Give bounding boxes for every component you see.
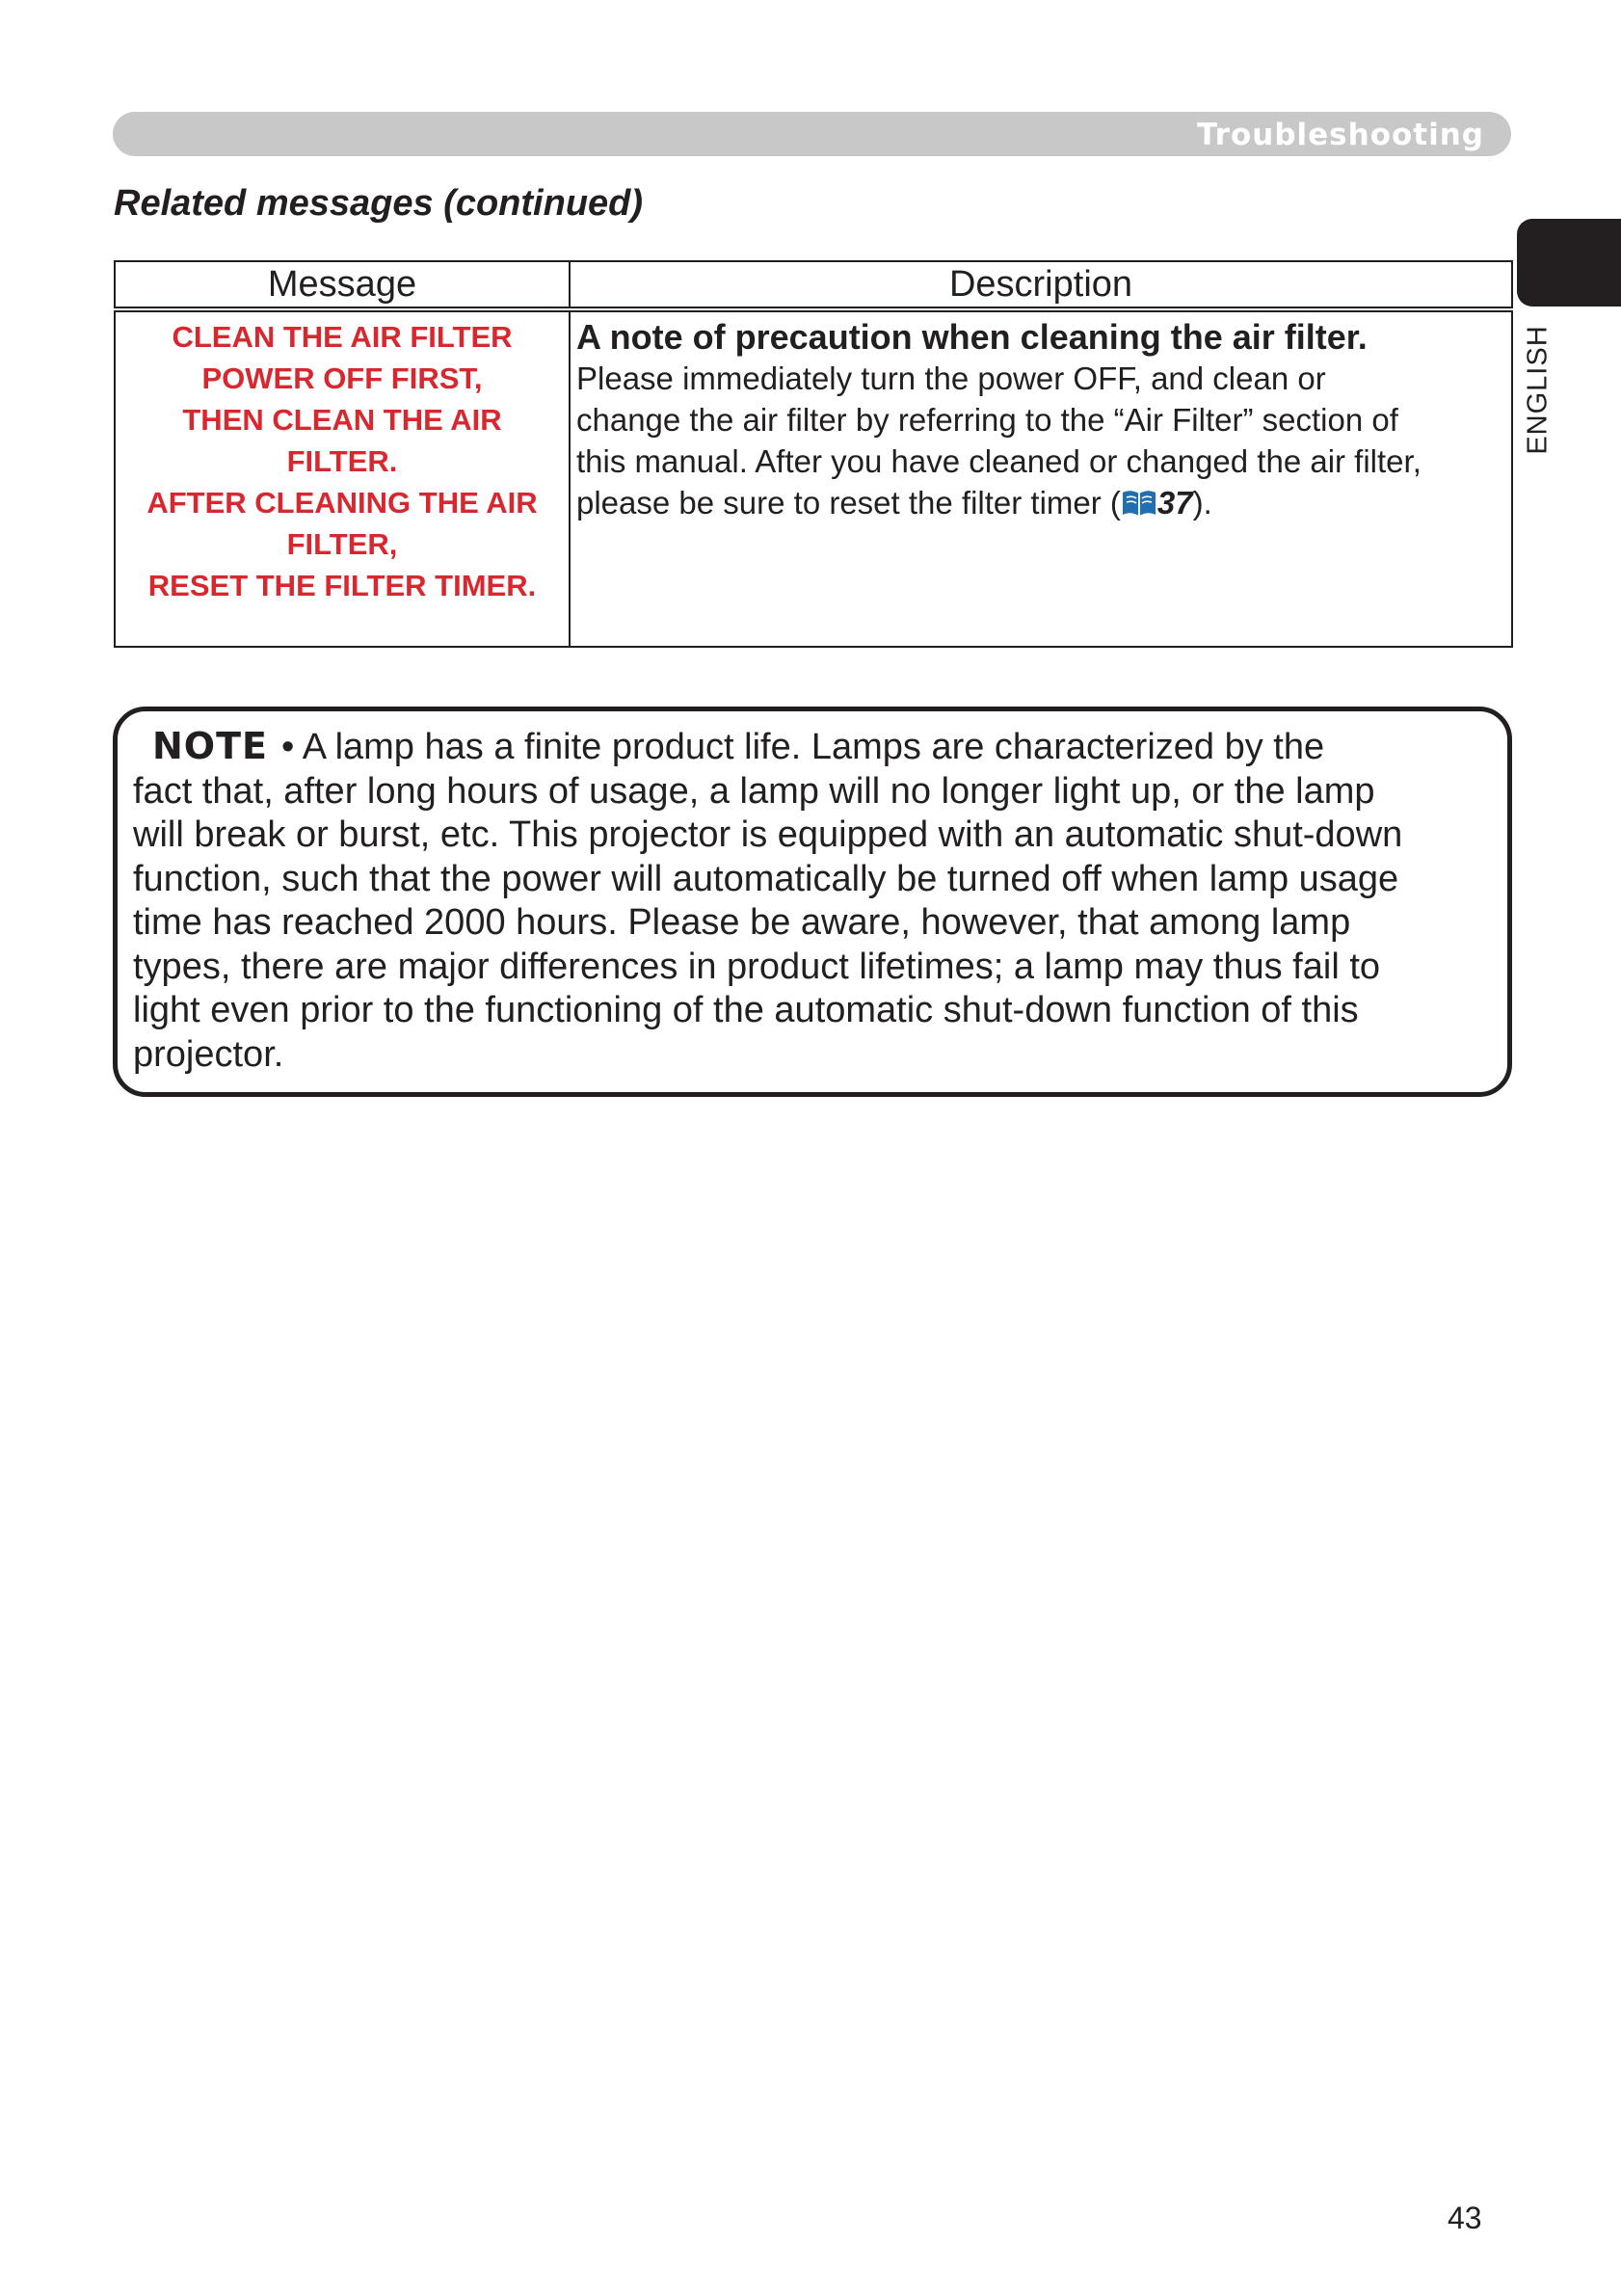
language-label: ENGLISH [1522, 324, 1554, 455]
description-line-last [576, 482, 1503, 523]
note-line: function, such that the power will automatically be turned off when lamp usage [133, 858, 1399, 899]
column-header-description: Description [570, 261, 1512, 309]
note-first-line [133, 725, 1478, 770]
message-line: AFTER CLEANING THE AIR [146, 486, 538, 520]
message-line: THEN CLEAN THE AIR [182, 403, 502, 437]
description-heading: A note of precaution when cleaning the air filter. [576, 317, 1368, 357]
message-line: RESET THE FILTER TIMER. [147, 569, 537, 602]
message-cell [115, 309, 570, 647]
note-box [113, 707, 1512, 1097]
note-line: will break or burst, etc. This projector is equipped with an automatic shut-down [133, 814, 1403, 855]
language-label-container [1519, 322, 1557, 457]
messages-table [114, 260, 1513, 648]
description-text: ). [1192, 485, 1212, 521]
note-line: fact that, after long hours of usage, a lamp will no longer light up, or the lamp [133, 770, 1375, 812]
note-label: NOTE [152, 725, 268, 767]
note-line: time has reached 2000 hours. Please be aware, however, that among lamp [133, 902, 1351, 943]
description-line: this manual. After you have cleaned or changed the air filter, [576, 443, 1422, 479]
table-row [115, 309, 1512, 647]
description-text: please be sure to reset the filter timer ( [576, 485, 1121, 521]
message-line: POWER OFF FIRST, [201, 361, 483, 395]
page-subtitle: Related messages (continued) [114, 183, 644, 224]
table-header-row [115, 261, 1512, 309]
page-number: 43 [1448, 2201, 1482, 2235]
message-line: FILTER, [286, 527, 398, 561]
column-header-message: Message [115, 261, 570, 309]
description-line: Please immediately turn the power OFF, and clean or [576, 360, 1326, 396]
language-tab [1517, 219, 1621, 307]
reference-page-number[interactable]: 37 [1156, 485, 1193, 521]
section-title: Troubleshooting [1196, 118, 1484, 152]
description-line: change the air filter by referring to the “Air Filter” section of [576, 402, 1398, 438]
header-bar [113, 112, 1511, 156]
book-reference-icon [1121, 486, 1157, 515]
note-line: types, there are major differences in product lifetimes; a lamp may thus fail to [133, 946, 1381, 987]
note-line: light even prior to the functioning of the automatic shut-down function of this [133, 990, 1359, 1030]
note-text: • A lamp has a finite product life. Lamps are characterized by the [281, 727, 1325, 767]
note-line: projector. [133, 1033, 284, 1075]
message-line: FILTER. [286, 444, 398, 478]
description-cell [570, 309, 1512, 647]
message-line: CLEAN THE AIR FILTER [172, 320, 513, 354]
